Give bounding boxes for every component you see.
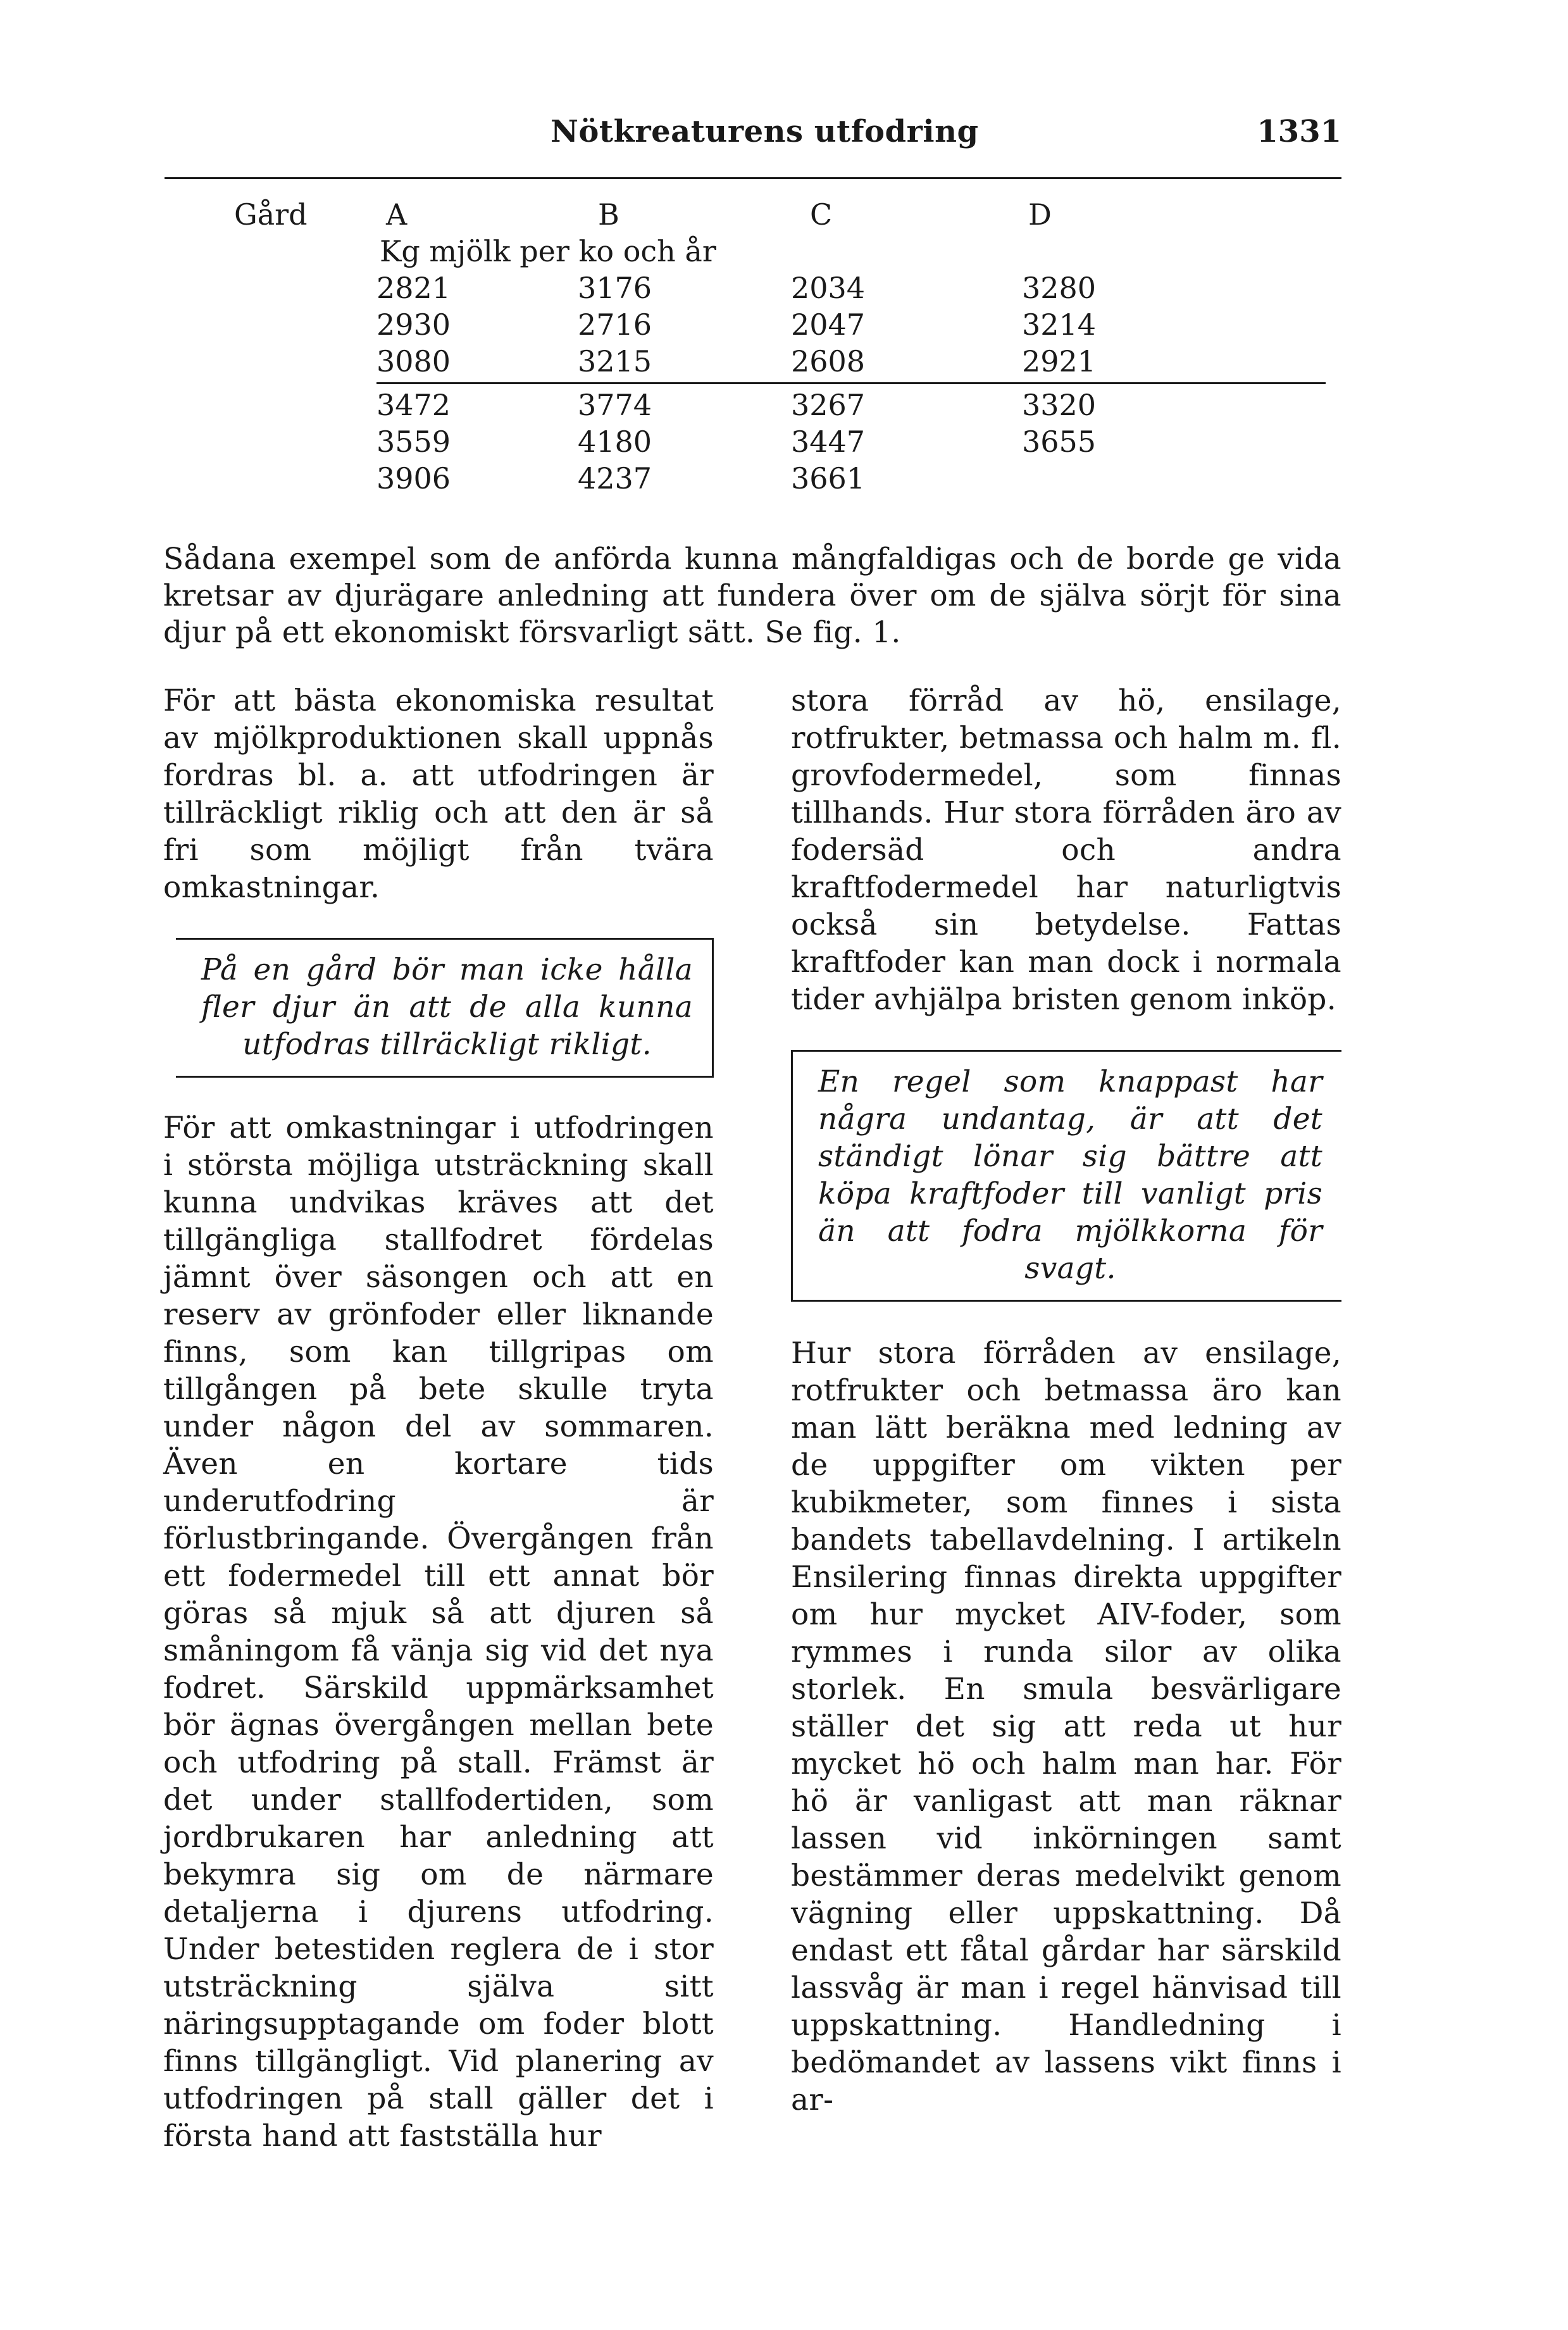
table-cell: 3774 [578,388,652,422]
table-row [234,306,1107,343]
table-cell: 2608 [791,344,866,378]
table-cell: 3320 [1022,388,1097,422]
table-row [234,343,1107,380]
column-header-d: D [1028,197,1052,232]
left-paragraph-1: För att bästa ekonomiska resultat av mjölkproduktionen skall uppnås fordras bl. a. att utfodringen är tillräckligt riklig och att den är så fri som möjligt från tvära omkastningar. [163,683,714,905]
column-header-b: B [598,197,619,232]
table-cell: 3215 [578,344,652,378]
header-rule [165,177,1341,179]
table-cell: 3447 [791,425,866,459]
table-cell: 3080 [376,344,451,378]
right-callout-box [791,1050,1341,1302]
table-subheader-row [234,233,1107,270]
table-cell: 2047 [791,308,866,342]
table-row [234,270,1107,306]
table-cell: 3906 [376,461,451,495]
intro-paragraph: Sådana exempel som de anförda kunna mångfaldigas och de borde ge vida kretsar av djurägare anledning att fundera över om de själva sörjt för sina djur på ett ekonomiskt försvarligt sätt. Se fig. 1. [163,542,1341,650]
table-cell: 2034 [791,271,866,305]
left-paragraph-2: För att omkastningar i utfodringen i största möjliga utsträckning skall kunna undvikas kräves att det tillgängliga stallfodret fördelas jämnt över säsongen och att en reserv av grönfoder eller liknande finns, som kan tillgripas om tillgången på bete skulle tryta under någon del av sommaren. Även en kortare tids underutfodring är förlustbringande. Övergången från ett fodermedel till ett annat bör göras så mjuk så att djuren så småningom få vänja sig vid det nya fodret. Särskild uppmärksamhet bör ägnas övergången mellan bete och utfodring på stall. Främst är det under stallfodertiden, som jordbrukaren har anledning att bekymra sig om de närmare detaljerna i djurens utfodring. Under betestiden reglera de i stor utsträckning själva sitt näringsupptagande om foder blott finns tillgängligt. Vid planering av utfodringen på stall gäller det i första hand att fastställa hur [163,1111,714,2153]
table-cell: 2716 [578,308,652,342]
table-cell: 3176 [578,271,652,305]
table-cell: 3559 [376,425,451,459]
table-row [234,387,1107,423]
right-paragraph-2: Hur stora förråden av ensilage, rotfrukter och betmassa äro kan man lätt beräkna med ledning av de uppgifter om vikten per kubikmeter, som finnes i sista bandets tabellavdelning. I artikeln Ensilering finnas direkta uppgifter om hur mycket AIV-foder, som rymmes i runda silor av olika storlek. En smula besvärligare ställer det sig att reda ut hur mycket hö och halm man har. För hö är vanligast att man räknar lassen vid inkörningen samt bestämmer deras medelvikt genom vägning eller uppskattning. Då endast ett fåtal gårdar har särskild lassvåg är man i regel hänvisad till uppskattning. Handledning i bedömandet av lassens vikt finns i ar- [791,1336,1341,2117]
table-group-divider [376,382,1326,384]
table-cell: 3280 [1022,271,1097,305]
table-cell: 4180 [578,425,652,459]
table-row-label: Gård [234,197,308,232]
table-cell: 2921 [1022,344,1097,378]
left-column [163,682,714,2155]
left-callout-text: På en gård bör man icke hålla fler djur än att de alla kunna utfodras tillräckligt rikligt. [201,952,693,1062]
table-row [234,460,1107,497]
table-cell: 4237 [578,461,652,495]
right-column [791,682,1341,2119]
column-header-a: A [386,197,408,232]
page-number: 1331 [1257,114,1341,149]
left-callout-box [176,938,714,1078]
milk-yield-table [234,196,1107,497]
table-cell: 2821 [376,271,451,305]
right-paragraph-1: stora förråd av hö, ensilage, rotfrukter, betmassa och halm m. fl. grovfodermedel, som finnas tillhands. Hur stora förråden äro av fodersäd och andra kraftfodermedel har naturligtvis också sin betydelse. Fattas kraftfoder kan man dock i normala tider avhjälpa bristen genom inköp. [791,683,1341,1017]
table-row [234,423,1107,460]
table-subheader: Kg mjölk per ko och år [380,234,716,268]
table-cell: 3655 [1022,425,1097,459]
table-cell: 3661 [791,461,866,495]
table-cell: 3267 [791,388,866,422]
table-cell: 3214 [1022,308,1097,342]
table-cell: 2930 [376,308,451,342]
table-cell: 3472 [376,388,451,422]
right-callout-text: En regel som knappast har några undantag, är att det ständigt lönar sig bättre att köpa kraftfoder till vanligt pris än att fodra mjölkkorna för svagt. [818,1064,1322,1286]
table-header-row [234,196,1107,233]
column-header-c: C [810,197,833,232]
running-header-title: Nötkreaturens utfodring [551,114,979,149]
